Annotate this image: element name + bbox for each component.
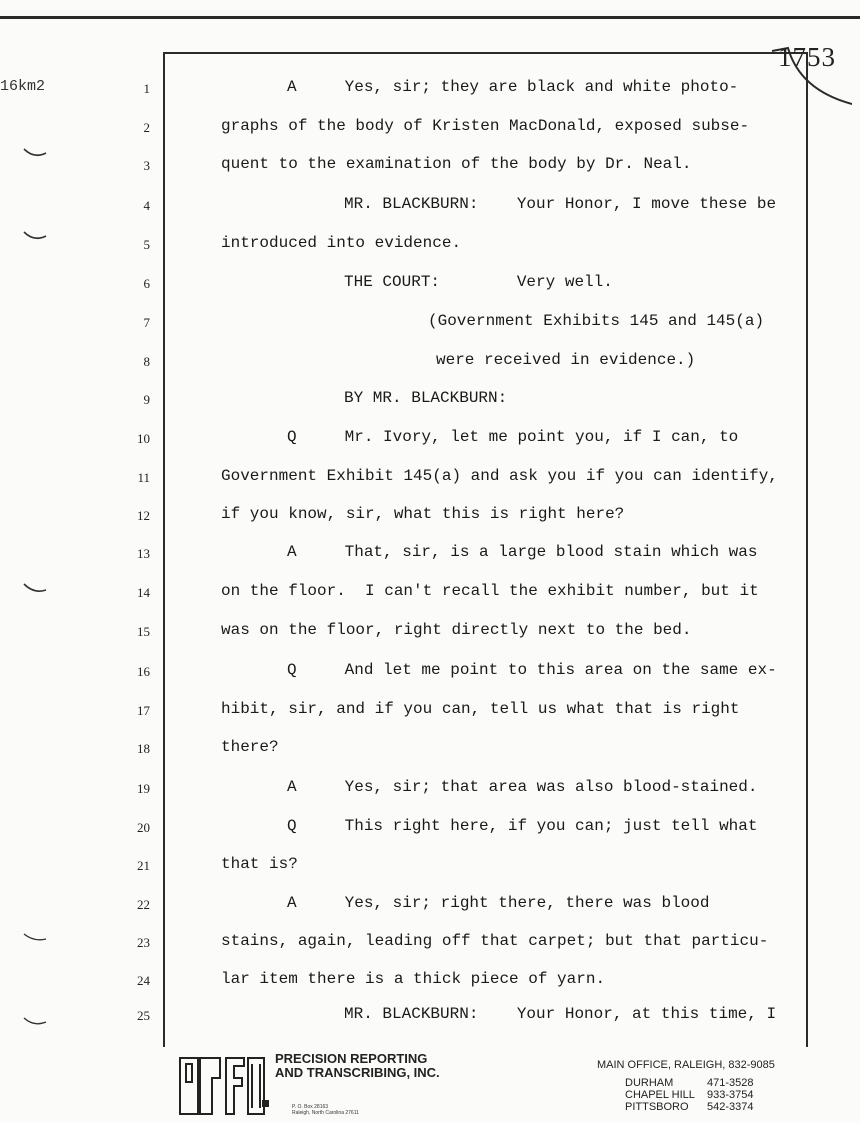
line-number: 3 — [143, 158, 150, 173]
margin-mark — [22, 581, 48, 597]
line-number: 18 — [137, 741, 150, 756]
line-number: 13 — [137, 546, 150, 561]
line-number: 22 — [137, 897, 150, 912]
transcript-line: stains, again, leading off that carpet; but that particu- — [221, 932, 769, 950]
reporter-code: 16km2 — [0, 78, 46, 95]
company-name — [275, 1052, 440, 1080]
line-number: 24 — [137, 973, 150, 988]
line-number: 11 — [137, 470, 150, 485]
line-number: 6 — [143, 276, 150, 291]
transcript-line: A Yes, sir; they are black and white photo- — [287, 78, 739, 96]
transcript-line: there? — [221, 738, 279, 756]
transcript-line: on the floor. I can't recall the exhibit number, but it — [221, 582, 759, 600]
line-number: 4 — [143, 198, 150, 213]
page-number: 1753 — [778, 42, 836, 72]
margin-mark — [22, 228, 48, 244]
company-logo — [178, 1052, 270, 1118]
transcript-line: (Government Exhibits 145 and 145(a) — [428, 312, 765, 330]
company-name-line2: AND TRANSCRIBING, INC. — [275, 1065, 440, 1080]
transcript-line: if you know, sir, what this is right here? — [221, 505, 625, 523]
main-office: MAIN OFFICE, RALEIGH, 832-9085 — [597, 1059, 775, 1071]
line-number: 19 — [137, 781, 150, 796]
company-address — [292, 1104, 359, 1116]
transcript-line: Q Mr. Ivory, let me point you, if I can, to — [287, 428, 739, 446]
transcript-line: A Yes, sir; that area was also blood-stained. — [287, 778, 758, 796]
line-number: 9 — [143, 392, 150, 407]
margin-mark — [22, 930, 48, 946]
transcript-line: hibit, sir, and if you can, tell us what that is right — [221, 700, 740, 718]
transcript-line: introduced into evidence. — [221, 234, 462, 252]
transcript-line: were received in evidence.) — [436, 351, 696, 369]
transcript-line: Government Exhibit 145(a) and ask you if you can identify, — [221, 467, 778, 485]
office-phone: 542-3374 — [707, 1101, 754, 1113]
line-number: 10 — [137, 431, 150, 446]
office-city: PITTSBORO — [625, 1101, 689, 1113]
line-number: 8 — [143, 354, 150, 369]
margin-mark — [22, 145, 48, 161]
transcript-line: that is? — [221, 855, 298, 873]
transcript-line: graphs of the body of Kristen MacDonald, exposed subse- — [221, 117, 750, 135]
line-number: 1 — [143, 81, 150, 96]
line-number: 5 — [143, 237, 150, 252]
transcript-line: Q This right here, if you can; just tell what — [287, 817, 758, 835]
transcript-line: THE COURT: Very well. — [344, 273, 613, 291]
line-number: 23 — [137, 935, 150, 950]
line-number: 15 — [137, 624, 150, 639]
line-number: 2 — [143, 120, 150, 135]
line-number: 12 — [137, 508, 150, 523]
line-number: 17 — [137, 703, 150, 718]
transcript-line: MR. BLACKBURN: Your Honor, I move these be — [344, 195, 777, 213]
transcript-line: A Yes, sir; right there, there was blood — [287, 894, 710, 912]
line-number: 7 — [143, 315, 150, 330]
office-city: CHAPEL HILL — [625, 1089, 695, 1101]
office-phone: 471-3528 — [707, 1077, 754, 1089]
line-number: 16 — [137, 664, 150, 679]
transcript-line: A That, sir, is a large blood stain which was — [287, 543, 758, 561]
address-line2: Raleigh, North Carolina 27611 — [292, 1110, 359, 1116]
transcript-line: BY MR. BLACKBURN: — [344, 389, 508, 407]
line-number: 25 — [137, 1008, 150, 1023]
transcript-line: Q And let me point to this area on the same ex- — [287, 661, 777, 679]
transcript-line: lar item there is a thick piece of yarn. — [221, 970, 606, 988]
line-number: 20 — [137, 820, 150, 835]
company-name-line1: PRECISION REPORTING — [275, 1051, 428, 1066]
line-number: 21 — [137, 858, 150, 873]
office-phone: 933-3754 — [707, 1089, 754, 1101]
top-rule — [0, 16, 860, 19]
margin-mark — [22, 1014, 48, 1030]
office-city: DURHAM — [625, 1077, 674, 1089]
line-number: 14 — [137, 585, 150, 600]
transcript-line: was on the floor, right directly next to the bed. — [221, 621, 692, 639]
transcript-line: MR. BLACKBURN: Your Honor, at this time, I — [344, 1005, 777, 1023]
address-line1: P. O. Box 28163 — [292, 1104, 329, 1110]
transcript-line: quent to the examination of the body by Dr. Neal. — [221, 155, 692, 173]
